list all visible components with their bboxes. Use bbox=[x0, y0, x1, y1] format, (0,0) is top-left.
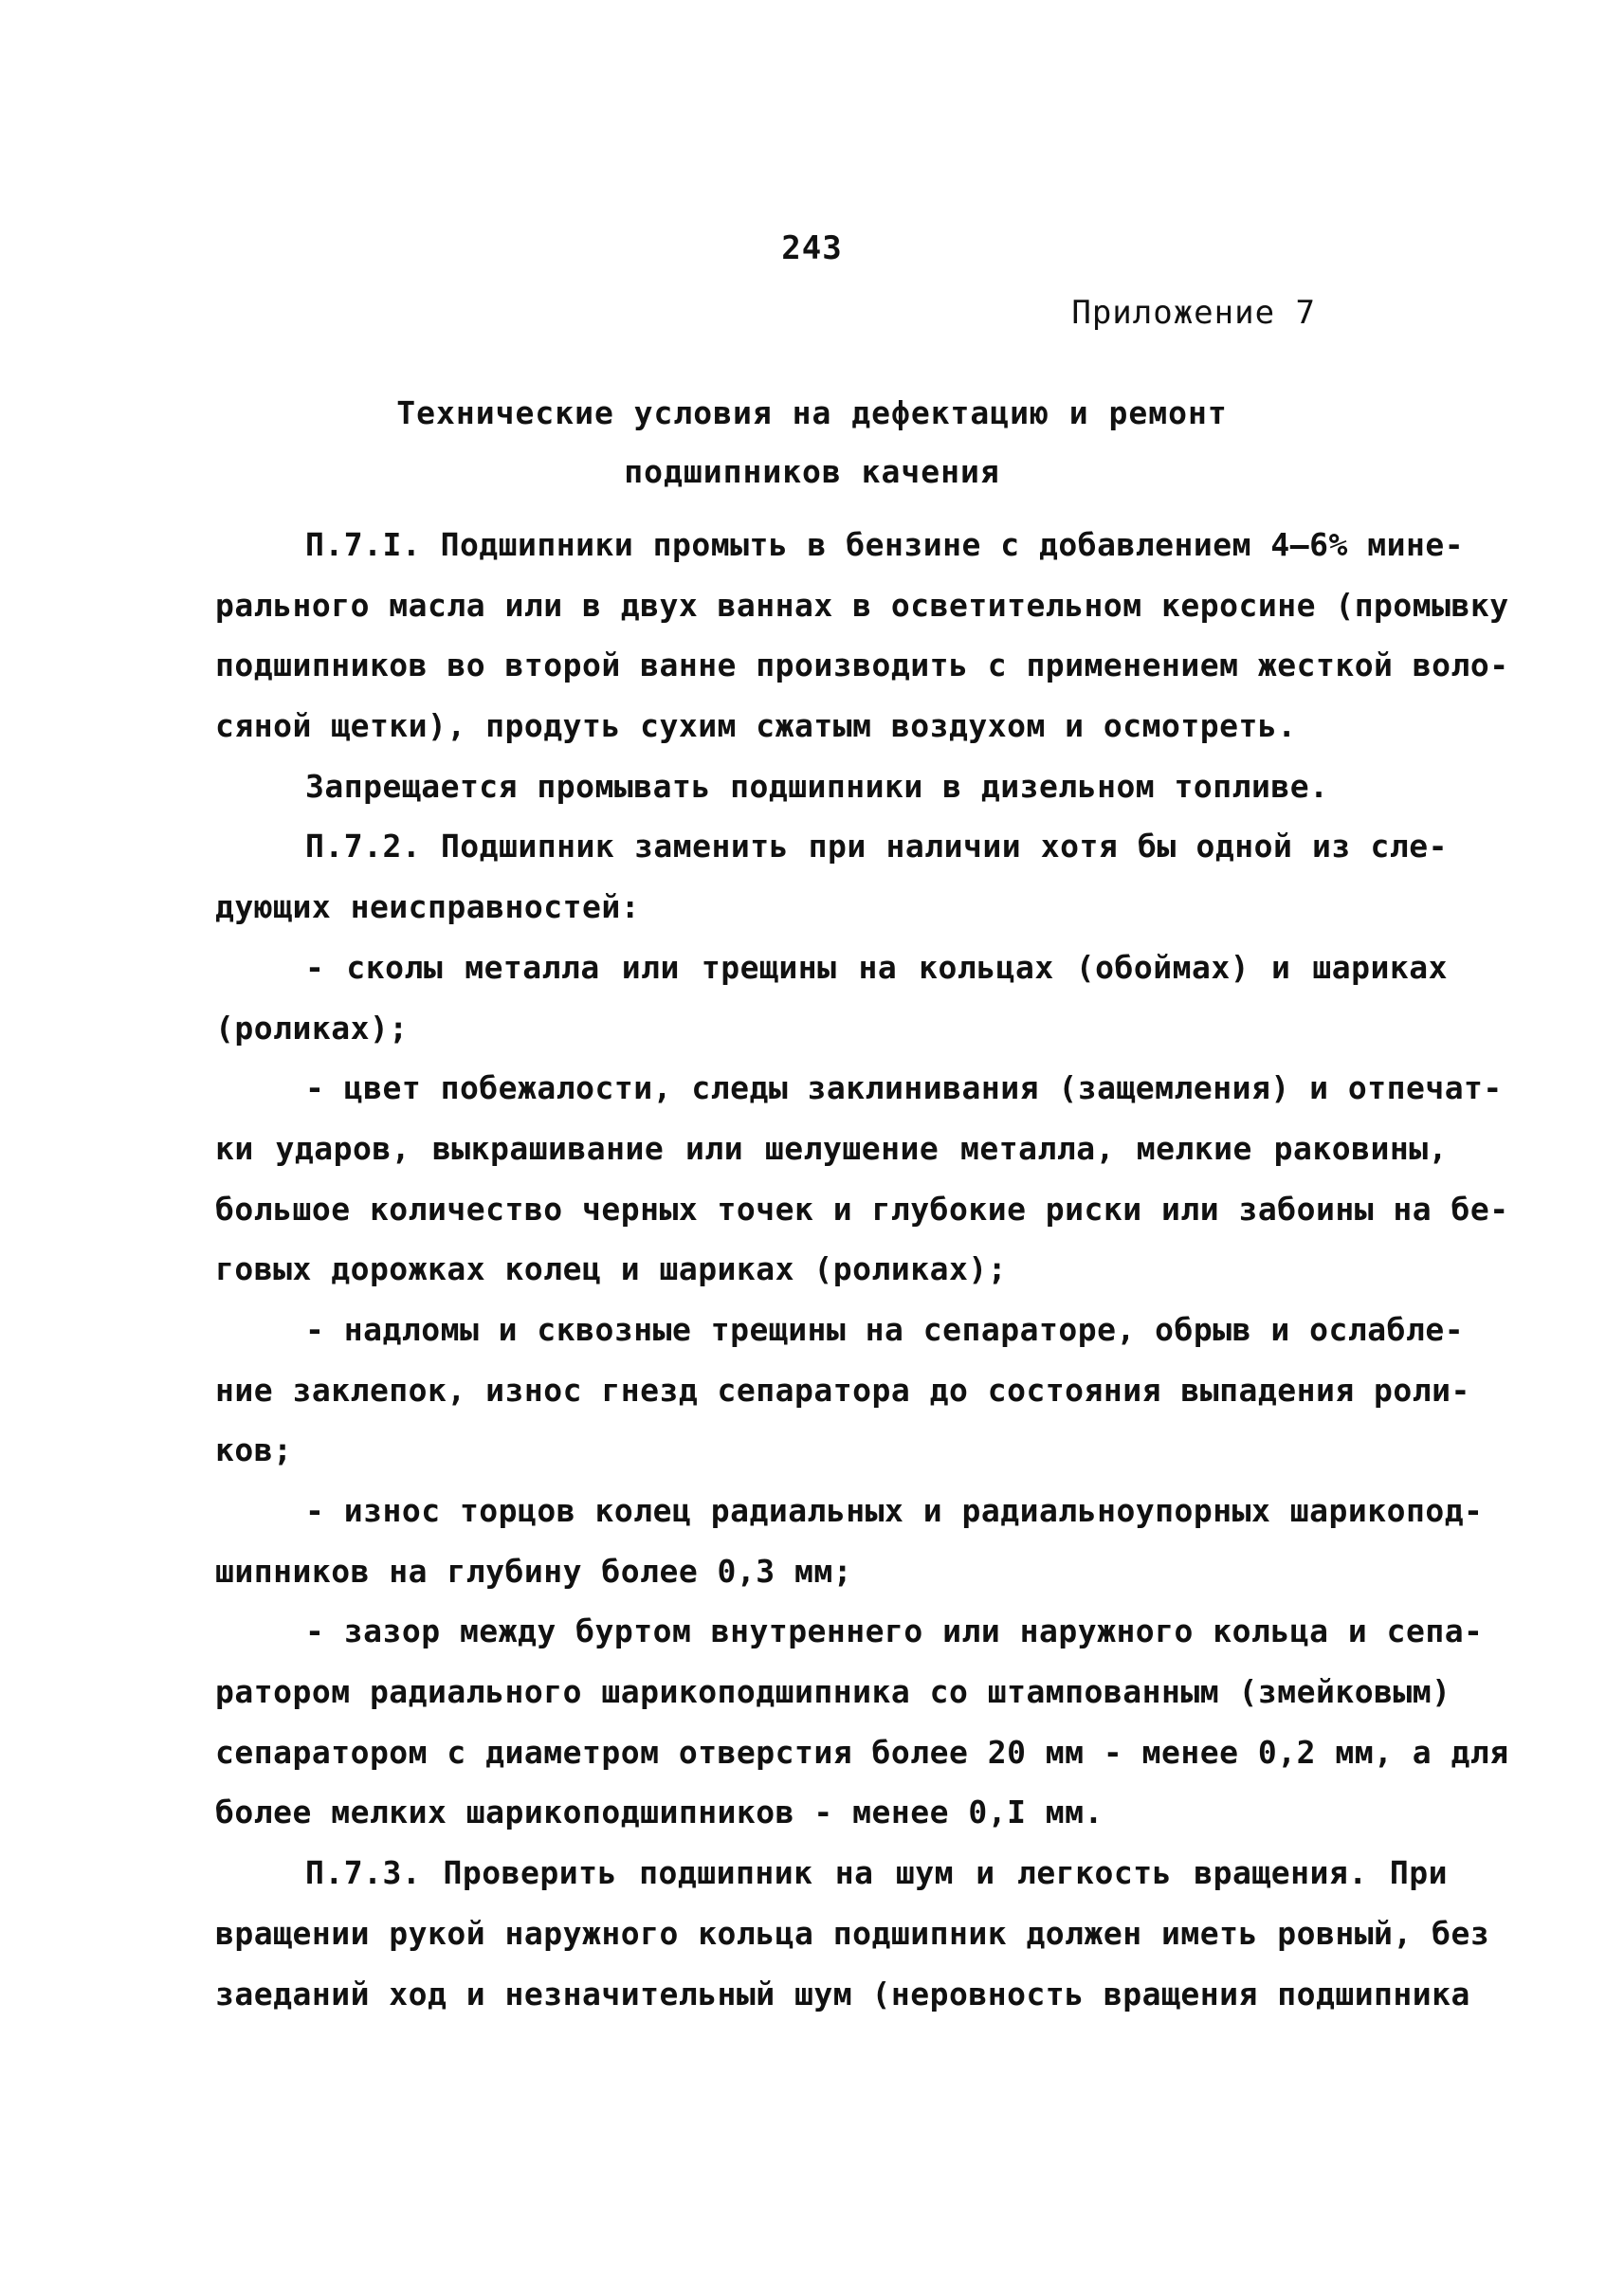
list-item-line: ние заклепок, износ гнезд сепаратора до состояния выпадения роли- bbox=[215, 1371, 1470, 1409]
list-item-line: большое количество черных точек и глубокие риски или забоины на бе- bbox=[215, 1190, 1509, 1228]
paragraph-line: вращении рукой наружного кольца подшипник должен иметь ровный, без bbox=[215, 1914, 1490, 1952]
appendix-label: Приложение 7 bbox=[1071, 294, 1316, 332]
paragraph-line: рального масла или в двух ваннах в осветительном керосине (промывку bbox=[215, 586, 1509, 624]
list-item-line: ки ударов, выкрашивание или шелушение металла, мелкие раковины, bbox=[215, 1129, 1448, 1167]
list-item-line: - надломы и сквозные трещины на сепараторе, обрыв и ослабле- bbox=[305, 1310, 1465, 1348]
document-title bbox=[0, 384, 1624, 501]
paragraph-line: дующих неисправностей: bbox=[215, 888, 641, 926]
list-item-line: - износ торцов колец радиальных и радиальноупорных шарикопод- bbox=[305, 1492, 1484, 1529]
body-text bbox=[215, 515, 1509, 2024]
list-item-line: говых дорожках колец и шариках (роликах); bbox=[215, 1250, 1008, 1288]
page-number: 243 bbox=[781, 229, 843, 267]
paragraph-line: Запрещается промывать подшипники в дизельном топливе. bbox=[305, 767, 1329, 805]
list-item-line: ратором радиального шарикоподшипника со штампованным (змейковым) bbox=[215, 1673, 1451, 1711]
title-line: подшипников качения bbox=[624, 453, 1000, 490]
list-item-line: - сколы металла или трещины на кольцах (обоймах) и шариках bbox=[305, 948, 1448, 986]
paragraph-line: заеданий ход и незначительный шум (неровность вращения подшипника bbox=[215, 1975, 1470, 2013]
title-line: Технические условия на дефектацию и ремонт bbox=[396, 394, 1228, 431]
paragraph-line: П.7.I. Подшипники промыть в бензине с добавлением 4–6% мине- bbox=[305, 526, 1465, 563]
paragraph-line: П.7.3. Проверить подшипник на шум и легкость вращения. При bbox=[305, 1854, 1448, 1892]
paragraph-line: подшипников во второй ванне производить с применением жесткой воло- bbox=[215, 647, 1509, 684]
paragraph-line: П.7.2. Подшипник заменить при наличии хотя бы одной из сле- bbox=[305, 828, 1448, 865]
list-item-line: шипников на глубину более 0,3 мм; bbox=[215, 1552, 853, 1590]
list-item-line: более мелких шарикоподшипников - менее 0,I мм. bbox=[215, 1794, 1104, 1831]
list-item-line: - зазор между буртом внутреннего или наружного кольца и сепа- bbox=[305, 1612, 1484, 1650]
list-item-line: (роликах); bbox=[215, 1009, 409, 1047]
list-item-line: - цвет побежалости, следы заклинивания (защемления) и отпечат- bbox=[305, 1069, 1503, 1107]
list-item-line: сепаратором с диаметром отверстия более 20 мм - менее 0,2 мм, а для bbox=[215, 1733, 1509, 1771]
list-item-line: ков; bbox=[215, 1431, 293, 1469]
paragraph-line: сяной щетки), продуть сухим сжатым воздухом и осмотреть. bbox=[215, 707, 1297, 745]
